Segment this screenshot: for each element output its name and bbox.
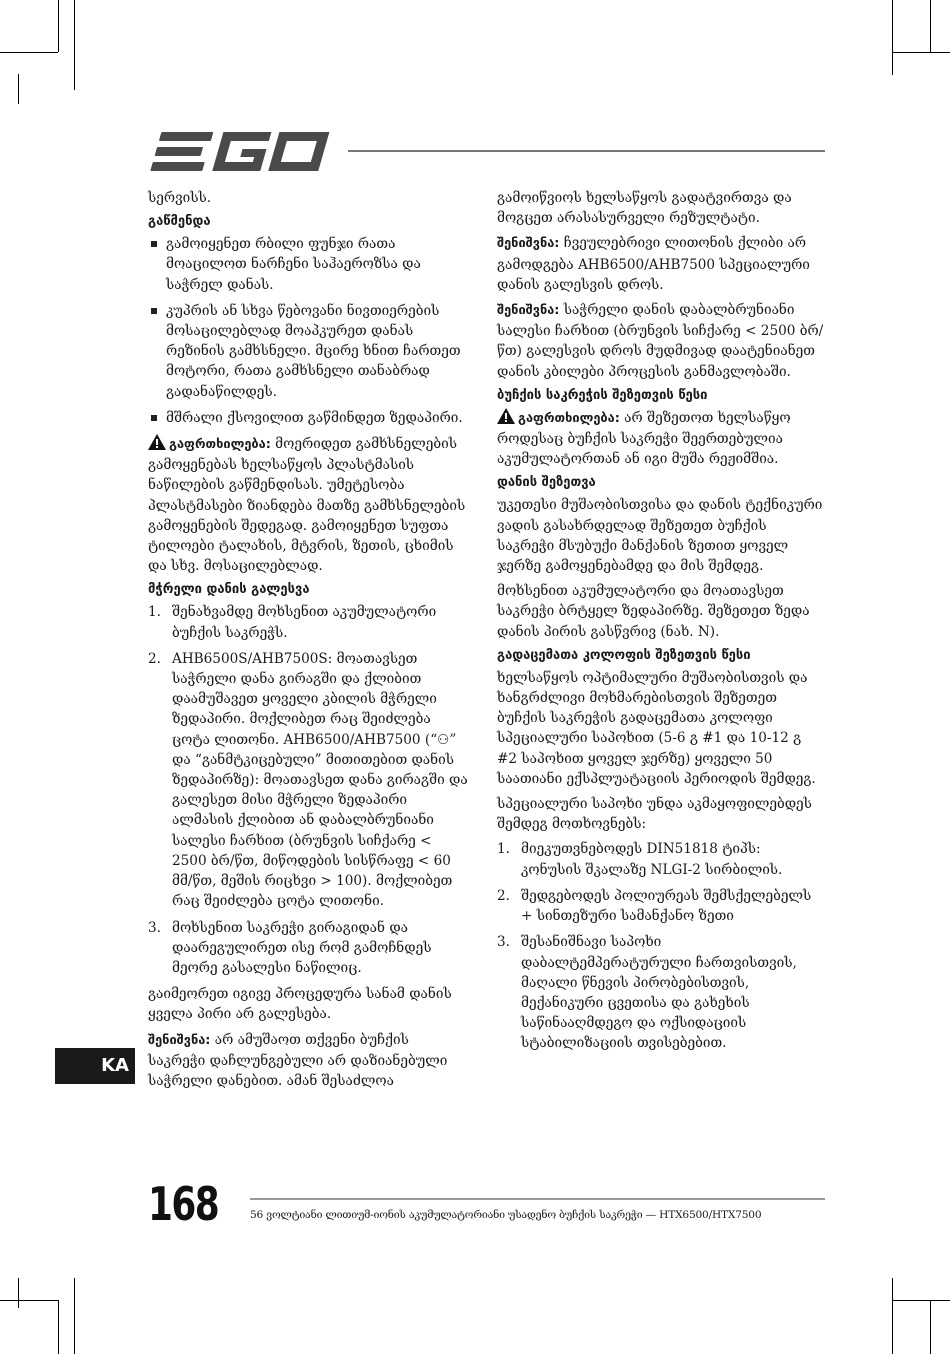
requirement-text: შედგებოდეს პოლიურეას შემსქელებელს + სინთეზური სამანქანო ზეთი (521, 887, 812, 925)
step-text: მოხსენით საკრეჭი გირაგიდან და დაარეგულირეთ ისე რომ გამოჩნდეს მეორე გასალესი ნაწილიც. (172, 919, 432, 976)
repeat-text: გაიმეორეთ იგივე პროცედურა სანამ დანის ყველა პირი არ გალესება. (148, 986, 452, 1023)
step-text: შენახვამდე მოხსენით აკუმულატორი ბუჩქის საკრეჭს. (172, 604, 437, 641)
list-item: 3. შესანიშნავი საპოხი დაბალტემპერატურული ჩართვისთვის, მაღალი წნევის პირობებისთვის, მექანიკური ცვეთისა და გახეხის საწინააღმდეგო და ოქსიდაციის სტაბილიზაციის თვისებებით. (497, 934, 797, 1052)
page-number: 168 (148, 1177, 219, 1231)
crop-mark (18, 74, 19, 104)
note-text: არ ამუშაოთ თქვენი ბუჩქის საკრეჭი დაჩლუნგებული არ დაზიანებული საჭრელი დანებით. ამან შესაძლოა (148, 1031, 448, 1089)
intro-text: სერვისს. (148, 190, 212, 206)
crop-mark (74, 0, 75, 90)
crop-mark (18, 1278, 19, 1308)
crop-mark (930, 0, 931, 52)
lubrication-warning (497, 408, 825, 470)
crop-mark (74, 1278, 75, 1354)
continuation-text: გამოიწვიოს ხელსაწყოს გადატვირთვა და მოგცეთ არასასურველი რეზულტატი. (497, 190, 792, 227)
gearbox-paragraph-1: ხელსაწყოს ოპტიმალური მუშაობისთვის და ხანგრძლივი მოხმარებისთვის შეზეთეთ ბუჩქის საკრეჭის გადაცემათა კოლოფი სპეციალური საპოხით (5-6 გ #1 და 10-12 გ #2 საპოხით ყოველ ჯერზე) ყოველი 50 საათიანი ექსპლუატაციის პერიოდის შემდეგ. (497, 669, 816, 787)
blade-paragraph-2: მოხსენით აკუმულატორი და მოათავსეთ საკრეჭი ბრტყელ ზედაპირზე. შეზეთეთ ზედა დანის პირის გასწვრივ (ნახ. N). (497, 583, 810, 640)
warning-icon (497, 408, 515, 424)
right-note-1 (497, 233, 825, 295)
gearbox-heading: გადაცემათა კოლოფის შეზეთვის წესი (497, 647, 751, 663)
crop-mark (0, 52, 58, 53)
crop-mark (58, 1300, 59, 1354)
sharpen-heading: მჭრელი დანის გალესვა (148, 582, 310, 598)
list-item: 2. შედგებოდეს პოლიურეას შემსქელებელს + სინთეზური სამანქანო ზეთი (497, 887, 812, 925)
footer-rule (250, 1198, 825, 1200)
left-note (148, 1030, 470, 1092)
right-column (497, 188, 825, 1060)
warning-label: გაფრთხილება: (169, 437, 271, 453)
list-item: მშრალი ქსოვილით გაწმინდეთ ზედაპირი. (148, 408, 470, 428)
left-column (148, 188, 470, 1096)
list-item: კუპრის ან სხვა წებოვანი ნივთიერების მოსაცილებლად მოაპკურეთ დანას რეზინის გამხსნელი. მცირე ხნით ჩართეთ მოტორი, რათა გამხსნელი თანაბრად გადანაწილდეს. (148, 301, 470, 402)
list-item: 1. შენახვამდე მოხსენით აკუმულატორი ბუჩქის საკრეჭს. (148, 604, 437, 641)
ego-logo (150, 130, 330, 172)
note-text: საჭრელი დანის დაბალბრუნიანი სალესი ჩარხით (ბრუნვის სიჩქარე < 2500 ბრ/წთ) გალესვის დროს მუდმივად დაატენიანეთ დანის კბილები პროცესის განმავლობაში. (497, 302, 824, 380)
note-label: შენიშვნა: (497, 303, 560, 319)
requirement-text: შესანიშნავი საპოხი დაბალტემპერატურული ჩართვისთვის, მაღალი წნევის პირობებისთვის, მექანიკური ცვეთისა და გახეხის საწინააღმდეგო და ოქსიდაციის სტაბილიზაციის თვისებებით. (521, 934, 797, 1052)
crop-mark (892, 0, 893, 75)
list-item: 3. მოხსენით საკრეჭი გირაგიდან და დაარეგულირეთ ისე რომ გამოჩნდეს მეორე გასალესი ნაწილიც. (148, 919, 432, 976)
crop-mark (930, 1300, 931, 1354)
list-item: 1. მიეკუთვნებოდეს DIN51818 ტიპს: კონუსის შკალაზე NLGI-2 სირბილის. (497, 841, 783, 878)
cleaning-warning (148, 434, 470, 576)
crop-mark (0, 1300, 58, 1301)
list-item: 2. AHB6500S/AHB7500S: მოათავსეთ საჭრელი დანა გირაგში და ქლიბით დაამუშავეთ ყოველი კბილის მჭრელი ზედაპირი. მოქლიბეთ რაც შეიძლება ცოტა ლითონი. AHB6500/AHB7500 (“⚇” და “განმტკიცებული” მითითებით დანის ზედაპირზე): მოათავსეთ დანა გირაგში და გალესეთ მისი მჭრელი ზედაპირი ალმასის ქლიბით ან დაბალბრუნიანი სალესი ჩარხით (ბრუნვის სიჩქარე < 2500 ბრ/წთ, მიწოდების სისწრაფე < 60 მმ/წთ, მეშის რიცხვი > 100). მოქლიბეთ რაც შეიძლება ცოტა ლითონი. (148, 650, 468, 910)
note-label: შენიშვნა: (148, 1032, 211, 1048)
language-tab: KA (55, 1048, 135, 1084)
blade-paragraph-1: უკეთესი მუშაობისთვისა და დანის ტექნიკური ვადის გასახრდელად შეზეთეთ ბუჩქის საკრეჭი მსუბუქი მანქანის ზეთით ყოველ ჯერზე გამოყენებამდე და მის შემდეგ. (497, 497, 823, 575)
note-text: ჩვეულებრივი ლითონის ქლიბი არ გამოდგება AHB6500/AHB7500 სპეციალური დანის გალესვის დროს. (497, 235, 810, 293)
footer-text: 56 ვოლტიანი ლითიუმ-იონის აკუმულატორიანი უსადენო ბუჩქის საკრეჭი — HTX6500/HTX7500 (250, 1209, 762, 1221)
gearbox-paragraph-2: სპეციალური საპოხი უნდა აკმაყოფილებდეს შემდეგ მოთხოვნებს: (497, 796, 812, 833)
blade-heading: დანის შეზეთვა (497, 475, 596, 491)
sharpen-steps (148, 602, 470, 978)
note-label: შენიშვნა: (497, 236, 560, 252)
warning-icon (148, 434, 166, 450)
warning-text: მოერიდეთ გამხსნელების გამოყენებას ხელსაწყოს პლასტმასის ნაწილების გაწმენდისას. უმეტესობა პლასტმასები ზიანდება მათზე გამხსნელების გამოყენების შედეგად. გამოიყენეთ სუფთა ტილოები ტალახის, მტვრის, ზეთის, ცხიმის და სხვ. მოსაცილებლად. (148, 436, 466, 575)
crop-mark (58, 0, 59, 52)
warning-text: არ შეზეთოთ ხელსაწყო როდესაც ბუჩქის საკრეჭი შეერთებულია აკუმულატორთან ან იგი მუშა რეჟიმშია. (497, 409, 791, 468)
crop-mark (892, 52, 950, 53)
step-text: AHB6500S/AHB7500S: მოათავსეთ საჭრელი დანა გირაგში და ქლიბით დაამუშავეთ ყოველი კბილის მჭრელი ზედაპირი. მოქლიბეთ რაც შეიძლება ცოტა ლითონი. AHB6500/AHB7500 (“⚇” და “განმტკიცებული” მითითებით დანის ზედაპირზე): მოათავსეთ დანა გირაგში და გალესეთ მისი მჭრელი ზედაპირი ალმასის ქლიბით ან დაბალბრუნიანი სალესი ჩარხით (ბრუნვის სიჩქარე < 2500 ბრ/წთ, მიწოდების სისწრაფე < 60 მმ/წთ, მეშის რიცხვი > 100). მოქლიბეთ რაც შეიძლება ცოტა ლითონი. (172, 650, 468, 910)
crop-mark (892, 1300, 950, 1301)
warning-label: გაფრთხილება: (518, 410, 620, 426)
requirement-text: მიეკუთვნებოდეს DIN51818 ტიპს: კონუსის შკალაზე NLGI-2 სირბილის. (521, 841, 783, 878)
right-note-2 (497, 300, 825, 382)
lubrication-heading: ბუჩქის საკრეჭის შეზეთვის წესი (497, 387, 708, 403)
header-rule (348, 150, 825, 152)
list-item: გამოიყენეთ რბილი ფუნჯი რათა მოაცილოთ ნარჩენი საჰაეროზსა და საჭრელ დანას. (148, 234, 470, 295)
cleaning-list (148, 234, 470, 428)
grease-requirements (497, 839, 825, 1053)
crop-mark (892, 1278, 893, 1354)
cleaning-heading: გაწმენდა (148, 214, 211, 230)
